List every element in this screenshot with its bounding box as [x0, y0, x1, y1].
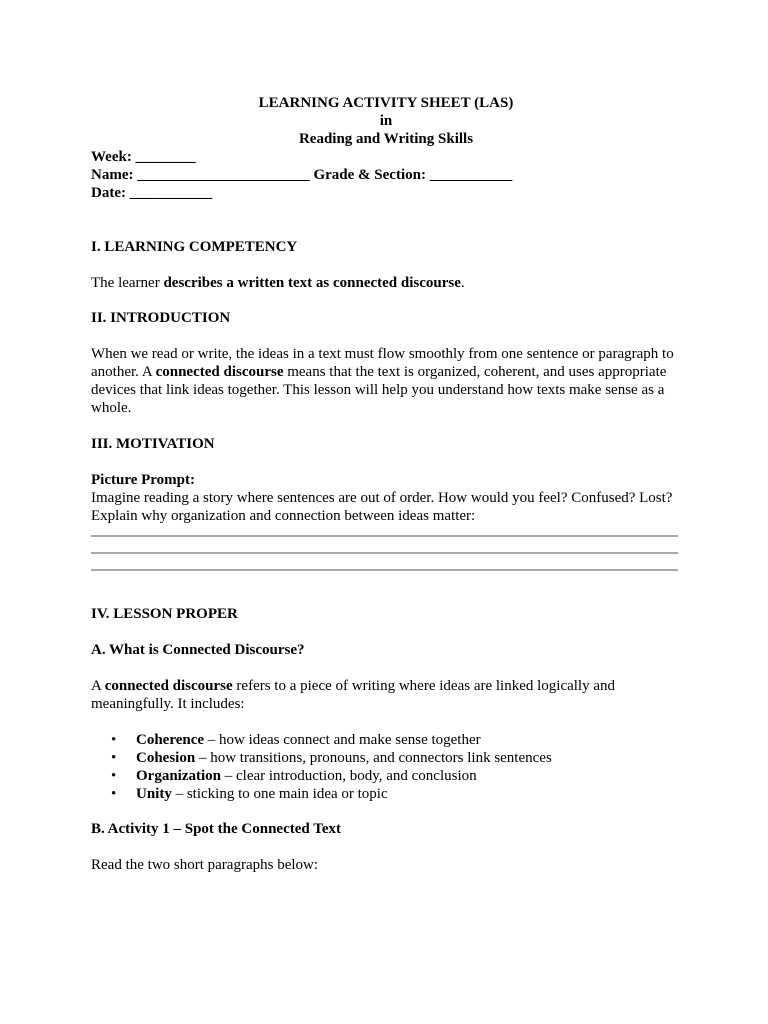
- lesson-a-lead: A: [91, 678, 105, 694]
- motivation-heading: III. MOTIVATION: [91, 436, 215, 452]
- introduction-part1: When we read or write, the ideas in a text must flow smoothly from one sentence or paragraph to another. A: [91, 346, 674, 380]
- list-item-desc: – clear introduction, body, and conclusion: [221, 768, 477, 784]
- list-item: [136, 767, 681, 785]
- answer-line-1[interactable]: [91, 535, 678, 537]
- competency-end: .: [460, 275, 465, 291]
- introduction-part2: means that the text is organized, coherent, and uses appropriate devices that link ideas together. This lesson will help you understand how texts make sense as a whole.: [91, 364, 667, 416]
- list-item-term: Organization: [136, 768, 221, 784]
- lesson-a-text: [91, 677, 681, 713]
- name-grade-row: [91, 166, 681, 184]
- lesson-heading: IV. LESSON PROPER: [91, 606, 238, 622]
- list-item-term: Coherence: [136, 732, 205, 748]
- introduction-heading: II. INTRODUCTION: [91, 310, 231, 326]
- activity-1-text: Read the two short paragraphs below:: [91, 857, 319, 873]
- introduction-text: [91, 345, 681, 417]
- sheet-title-in: in: [379, 113, 393, 129]
- list-item-term: Cohesion: [136, 750, 196, 766]
- grade-section-field: Grade & Section: ___________: [309, 167, 513, 183]
- answer-line-3[interactable]: [91, 569, 678, 571]
- date-field: Date: ___________: [91, 185, 213, 201]
- week-field: Week: ________: [91, 149, 196, 165]
- sheet-subject: Reading and Writing Skills: [298, 131, 474, 147]
- list-item: [136, 749, 681, 767]
- introduction-bold: connected discourse: [155, 364, 284, 380]
- lesson-a-rest: refers to a piece of writing where ideas are linked logically and meaningfully. It includes:: [91, 678, 616, 712]
- lesson-a-heading: A. What is Connected Discourse?: [91, 642, 305, 658]
- picture-prompt-text: Imagine reading a story where sentences are out of order. How would you feel? Confused? Lost? Explain why organization and connection between ideas matter:: [91, 490, 673, 524]
- list-item: [136, 785, 681, 803]
- list-item-desc: – sticking to one main idea or topic: [171, 786, 388, 802]
- competency-text: [91, 274, 681, 292]
- list-item-desc: – how ideas connect and make sense together: [204, 732, 481, 748]
- discourse-features-list: [91, 731, 681, 803]
- competency-heading: I. LEARNING COMPETENCY: [91, 239, 298, 255]
- list-item-desc: – how transitions, pronouns, and connectors link sentences: [195, 750, 552, 766]
- sheet-title: LEARNING ACTIVITY SHEET (LAS): [258, 95, 514, 111]
- list-item-term: Unity: [136, 786, 172, 802]
- activity-1-heading: B. Activity 1 – Spot the Connected Text: [91, 821, 342, 837]
- competency-lead: The learner: [91, 275, 164, 291]
- name-field: Name: _______________________: [91, 167, 310, 183]
- lesson-a-bold: connected discourse: [104, 678, 233, 694]
- competency-bold: describes a written text as connected discourse: [163, 275, 461, 291]
- answer-line-2[interactable]: [91, 552, 678, 554]
- picture-prompt-label: Picture Prompt:: [91, 472, 195, 488]
- list-item: [136, 731, 681, 749]
- document-body: [91, 94, 681, 874]
